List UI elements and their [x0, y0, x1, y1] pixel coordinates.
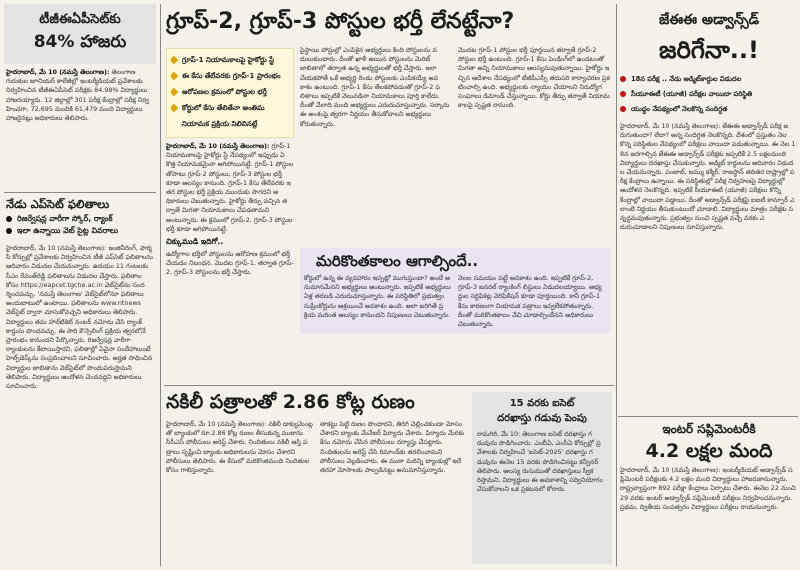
iset-headline-line2: దరఖాస్తు గడువు పెంపు — [497, 413, 587, 424]
right-subheadline-line1: ఇంటర్ సప్లిమెంటరీకి — [662, 422, 756, 436]
left-sub-bullets — [6, 213, 156, 237]
top-story-col1 — [166, 142, 294, 332]
mid-story-box — [300, 248, 610, 334]
top-bullet-box — [166, 48, 294, 138]
top-col1-text: గ్రూప్‌-1 నియామకాలపై హైకోర్టు స్టే నేపథ్యంలో ఇప్పుడు ఏ కొత్త నియామకమైనా ఆగిపోయినట్టే. గ్రూప్‌-1 పోస్టులతోపాటు గ్రూప్‌-2 పోస్టులు, గ్రూప్‌-3 పోస్టుల భర్తీ కూడా ఆలస్యం కానుంది. గ్రూప్‌-1 కేసు తేలేవరకు ఇతర పోస్టుల భర్తీ ప్రక్రియ ముందుకు సాగదని అధికారులు చెబుతున్నారు. హైకోర్టు తీర్పు వచ్చిన తర్వాతే మిగతా నియామకాలు చేపడతామని అంటున్నారు. ఈ క్రమంలో గ్రూప్‌-2, గ్రూప్‌-3 పోస్టుల భర్తీ కూడా ఆగిపోయినట్టే. — [166, 142, 294, 233]
left-body1: తెలంగాణ గురుకుల జూనియర్ కాలేజీల్లో ఇంటర్మీడియట్ ప్రవేశాలకు నిర్వహించిన టీజీఈఏపీసెట్ పరీక్షకు 84.98% విద్యార్థులు హాజరయ్యారు. 12 జిల్లాల్లో 301 పరీక్ష కేంద్రాల్లో పరీక్ష నిర్వహించగా, 72,695 మందికి 61,479 మంది విద్యార్థులు హాజరైనట్లు అధికారులు తెలిపారు. — [6, 68, 150, 123]
top-col1b-text: ఉద్యోగాల భర్తీలో పోస్టులను ఆరోహణ క్రమంలో భర్తీ చేయడం నిబంధన. మొదట గ్రూప్‌-1, తర్వాత గ్రూప్‌-2, గ్రూప్‌-3 పోస్టులను భర్తీ చేస్తారు. — [166, 250, 294, 277]
iset-body: రామగిరి, మే 10: తెలంగాణ ఐసెట్ దరఖాస్తు గడువును పొడిగించారు. ఎంబీఏ, ఎంసీఏ కోర్సుల్లో ప్రవేశాలకు నిర్వహించే 'ఐసెట్‌-2025' దరఖాస్తు గడువును ఈనెల 15 వరకు పొడిగించినట్టు కన్వీనర్ తెలిపారు. ఆలస్య రుసుముతో దరఖాస్తులు స్వీకరిస్తామని, విద్యార్థులు ఈ అవకాశాన్ని సద్వినియోగం చేసుకోవాలని ఒక ప్రకటనలో కోరారు. — [477, 430, 603, 494]
bottom-col1: హైదరాబాద్‌, మే 10 (నమస్తే తెలంగాణ): నకిలీ డాక్యుమెంట్లతో బ్యాంకులో రూ.2.86 కోట్ల రుణం తీసుకున్న ముఠాను సీసీఎస్ పోలీసులు అరెస్ట్ చేశారు. నిందితులు నకిలీ ఆస్తి పత్రాలు సృష్టించి బ్యాంకు అధికారులను మోసం చేశారని పోలీసులు తెలిపారు. ఈ కేసులో మరికొంతమంది నిందితుల కోసం గాలిస్తున్నారు. — [166, 420, 313, 475]
top-story-col3: మొదట గ్రూప్‌-1 పోస్టుల భర్తీ పూర్తయిన తర్వాతే గ్రూప్‌-2 పోస్టుల భర్తీ ఉంటుంది. గ్రూప్‌-1 కేసు పెండింగ్‌లో ఉండటంతో మిగతా అన్ని నియామకాలు ఆలస్యమవుతున్నాయి. హైకోర్టు ఇచ్చిన ఆదేశాల నేపథ్యంలో టీజీపీఎస్సీ తదుపరి కార్యాచరణ ప్రకటించాల్సి ఉంది. అభ్యర్థులకు న్యాయం చేయాలని నిరుద్యోగ సంఘాలు డిమాండ్ చేస్తున్నాయి. కోర్టు తీర్పు తర్వాతే నియామకాలపై స్పష్టత రానుంది. — [458, 46, 610, 110]
bullet-icon — [171, 88, 178, 96]
top-bullet: ఈ కేసు తేలేవరకు గ్రూప్‌-1 ప్రారంభం — [171, 68, 289, 84]
bullet-icon — [171, 104, 178, 112]
bullet-icon — [171, 72, 178, 80]
bullet-icon — [6, 228, 12, 234]
center-divider — [164, 385, 614, 386]
bottom-headline: నకిలీ పత్రాలతో 2.86 కోట్ల రుణం — [166, 391, 415, 413]
top-story-col2: పైస్థాయి పోస్టుల్లో ఎంపికైన అభ్యర్థులు కింది పోస్టులను వదులుకుంటారు. దీంతో ఖాళీ అయిన పోస్టులను మెరిట్ జాబితాలో తర్వాత ఉన్న అభ్యర్థులతో భర్తీ చేస్తారు. ఇలా చేయకపోతే ఒకే అభ్యర్థి రెండు పోస్టులకు ఎంపికయ్యే అవకాశం ఉంటుంది. గ్రూప్‌-1 కేసు తేలకపోవడంతో గ్రూప్‌-2 ఫలితాలు ఇప్పటికే వెలువడినా నియామకాలు పూర్తి కాలేదు. దీంతో వేలాది మంది అభ్యర్థులు ఎదురుచూస్తున్నారు. సర్కారు ఈ అంశంపై త్వరగా నిర్ణయం తీసుకోవాలని అభ్యర్థులు కోరుతున్నారు. — [300, 46, 450, 128]
right-headline-line1: జేఈఈ అడ్వాన్స్‌డ్ — [658, 12, 760, 28]
left-heading-box — [4, 4, 156, 64]
top-bullet-continued: నియామక ప్రక్రియ నిలిచినట్లే — [182, 120, 258, 128]
bullet-icon — [620, 76, 626, 82]
mid-col1: కోర్టులో ఉన్న ఈ వ్యవహారం ఇప్పట్లో ముగుస్తుందా? అంటే అనుమానమేనని అభ్యర్థులు అంటున్నారు. ఇప్పటికే అభ్యర్థులు ఏళ్ల తరబడి ఎదురుచూస్తున్నారు. ఈ పరిస్థితిలో ప్రభుత్వం సుప్రీంకోర్టును ఆశ్రయించే అవకాశం ఉంది. అలా జరిగితే ప్రక్రియ మరింత ఆలస్యం కానుందని నిపుణులు చెబుతున్నారు. — [304, 274, 451, 319]
right-subheadline-line2: 4.2 లక్షల మంది — [645, 440, 773, 462]
right-bullet: 18న పరీక్ష .. నేడు అడ్మిట్‌కార్డుల విడుదల — [620, 72, 798, 87]
mid-col2: నెలల సమయం పట్టే అవకాశం ఉంది. ఇప్పటికే గ్రూప్‌-2, గ్రూప్‌-3 జనరల్ ర్యాంకింగ్ లిస్టులు విడుదలయ్యాయి. అభ్యర్థుల సర్టిఫికెట్ల వెరిఫికేషన్ కూడా పూర్తయింది. కానీ గ్రూప్‌-1 కేసు కారణంగా నియామక పత్రాలు ఇవ్వలేకపోతున్నారు. దీంతో మరికొంతకాలం వేచి చూడాల్సిందేనని అధికారులు చెబుతున్నారు. — [458, 274, 602, 329]
bullet-icon — [171, 56, 178, 64]
top-subhead: చిక్కుముడి ఇదిగో.. — [166, 237, 224, 247]
left-eapcet-body: హైదరాబాద్‌, మే 10 (నమస్తే తెలంగాణ): ఇంజినీరింగ్, ఫార్మసీ కోర్సుల్లో ప్రవేశాలకు నిర్వహించిన టీజీ ఎప్‌సెట్ ఫలితాలను ఆదివారం విడుదల చేయనున్నారు. ఉదయం 11 గంటలకు సీఎం రేవంత్‌రెడ్డి ఫలితాలను విడుదల చేస్తారు. ఫలితాల కోసం https://eapcet.tgche.ac.in వెబ్‌సైట్‌ను సందర్శించవచ్చు. 'నమస్తే తెలంగాణ' వెబ్‌సైట్‌లోనూ ఫలితాలు అందుబాటులో ఉంటాయి. ఫలితాలను www.ntnews వెబ్‌సైట్ ద్వారా చూసుకోవచ్చని అధికారులు తెలిపారు. విద్యార్థులు తమ హాల్‌టికెట్ నంబర్ నమోదు చేసి ర్యాంక్ కార్డును పొందవచ్చు. ఈ సారి కౌన్సెలింగ్ ప్రక్రియ త్వరలోనే ప్రారంభం కానుందని పేర్కొన్నారు. రిజర్వేషన్ల వారీగా ర్యాంకులను కేటాయిస్తారని, ఫలితాల్లో ఏవైనా సందేహాలుంటే హెల్ప్‌డెస్క్‌ను సంప్రదించాలని సూచించారు. అర్హత సాధించిన విద్యార్థుల జాబితాను వెబ్‌సైట్‌లో పొందుపరుస్తామని తెలిపారు. విద్యార్థులు ఆందోళన చెందవద్దని అధికారులు సూచించారు. — [6, 244, 153, 391]
right-bullets — [620, 72, 798, 117]
right-bullet: సీయూఈటీ (యూజీ) పరీక్షల వాయిదా పరిస్థితి — [620, 87, 798, 102]
column-divider-right — [616, 4, 617, 566]
right-body: హైదరాబాద్‌, మే 10 (నమస్తే తెలంగాణ): జేఈఈ అడ్వాన్స్‌డ్ పరీక్ష జరుగుతుందా? లేదా? అన్న సందిగ్ధత నెలకొన్నది. దేశంలో ప్రస్తుతం నెలకొన్న పరిస్థితుల నేపథ్యంలో పరీక్షలు వాయిదా పడుతున్నాయి. ఈ నెల 18న జరగాల్సిన జేఈఈ అడ్వాన్స్‌డ్ పరీక్షకు ఇప్పటికే 2.5 లక్షలమంది విద్యార్థులు దరఖాస్తు చేసుకున్నారు. అడ్మిట్ కార్డులను ఆదివారం విడుదల చేయనున్నారు. పంజాబ్, జమ్ము కశ్మీర్, రాజస్థాన్ తదితర రాష్ట్రాల్లో పరీక్ష కేంద్రాలు ఉన్నాయి. ఈ పరిస్థితుల్లో పరీక్ష నిర్వహణపై విద్యార్థుల్లో ఆందోళన నెలకొన్నది. ఇప్పటికే సీయూఈటీ (యూజీ) పరీక్షలు కొన్ని కేంద్రాల్లో వాయిదా పడ్డాయి. దీంతో అడ్వాన్స్‌డ్ పరీక్షపై ఐఐటీ కాన్పూర్ ఎలాంటి నిర్ణయం తీసుకుంటుందో చూడాలి. విద్యార్థులు మాత్రం పరీక్షకు సన్నద్ధమవుతున్నారు. ప్రభుత్వం నుంచి స్పష్టత వచ్చే వరకు ఎదురుచూడాలని నిపుణులు సూచిస్తున్నారు. — [620, 122, 796, 232]
bullet-icon — [620, 91, 626, 97]
right-bullet: యుద్ధం నేపథ్యంలో నెలకొన్న సందిగ్ధత — [620, 102, 798, 117]
bottom-col2: తాకట్టు పెట్టి రుణం పొందారని, తిరిగి చెల్లించకుండా మోసం చేశారని బ్యాంకు మేనేజర్ ఫిర్యాదు చేశారు. ఫిర్యాదు మేరకు కేసు నమోదు చేసిన పోలీసులు దర్యాప్తు చేపట్టారు. నిందితులను అరెస్ట్ చేసి రిమాండ్‌కు తరలించామని పోలీసులు వెల్లడించారు. ఈ ముఠా మరిన్ని బ్యాంకుల్లో ఇదే తరహా మోసాలకు పాల్పడినట్టు అనుమానిస్తున్నారు. — [320, 420, 465, 475]
left-sub-bullet: రిజర్వేషన్ల వారీగా స్కోర్, ర్యాంక్ — [6, 213, 156, 225]
right-headline-line2: జరిగేనా..! — [659, 36, 759, 64]
right-sub-body: హైదరాబాద్‌, మే 10 (నమస్తే తెలంగాణ): ఇంటర్మీడియట్ అడ్వాన్స్‌డ్ సప్లిమెంటరీ పరీక్షలకు 4.2 లక్షల మంది విద్యార్థులు హాజరుకానున్నారు. రాష్ట్రవ్యాప్తంగా 892 పరీక్షా కేంద్రాలు ఏర్పాటు చేశారు. ఈనెల 22 నుంచి 29 వరకు ఇంటర్ అడ్వాన్స్‌డ్ సప్లిమెంటరీ పరీక్షలు నిర్వహించనున్నారు. ప్రథమ, ద్వితీయ సంవత్సరం విద్యార్థులు పరీక్షలు రాయనున్నారు. — [620, 466, 796, 511]
left-subheading: నేడు ఎప్‌సెట్ ఫలితాలు — [6, 197, 110, 211]
bullet-icon — [620, 106, 626, 112]
mid-headline: మరికొంతకాలం ఆగాల్సిందే.. — [316, 252, 479, 270]
top-dateline: హైదరాబాద్‌, మే 10 (నమస్తే తెలంగాణ): — [166, 142, 270, 150]
top-bullet: కోర్టులో కేసు తేలితేనా అంతిమ — [171, 100, 289, 116]
bullet-icon — [6, 216, 12, 222]
left-dateline: హైదరాబాద్‌, మే 10 (నమస్తే తెలంగాణ): — [6, 68, 110, 76]
left-divider — [4, 192, 156, 193]
top-bullet: గ్రూప్‌-1 నియామకాలపై హైకోర్టు స్టే — [171, 52, 289, 68]
left-story-body — [6, 68, 154, 190]
top-bullet: ఆరోపణల క్రమంలో పోస్టుల భర్తీ — [171, 84, 289, 100]
top-headline: గ్రూప్‌-2, గ్రూప్‌-3 పోస్టుల భర్తీ లేనట్టేనా? — [166, 9, 515, 34]
column-divider-left — [160, 4, 161, 566]
iset-headline-line1: 15 వరకు ఐసెట్ — [509, 398, 575, 409]
left-heading-line2: 84% హాజరు — [33, 32, 127, 52]
left-sub-bullet: ఇలా ఉన్నాయి వెబ్ సైట్ల వివరాలు — [6, 225, 156, 237]
left-heading-line1: టీజీఈఏపీసెట్‌కు — [39, 12, 121, 27]
iset-box — [472, 392, 612, 564]
right-divider — [618, 416, 798, 417]
